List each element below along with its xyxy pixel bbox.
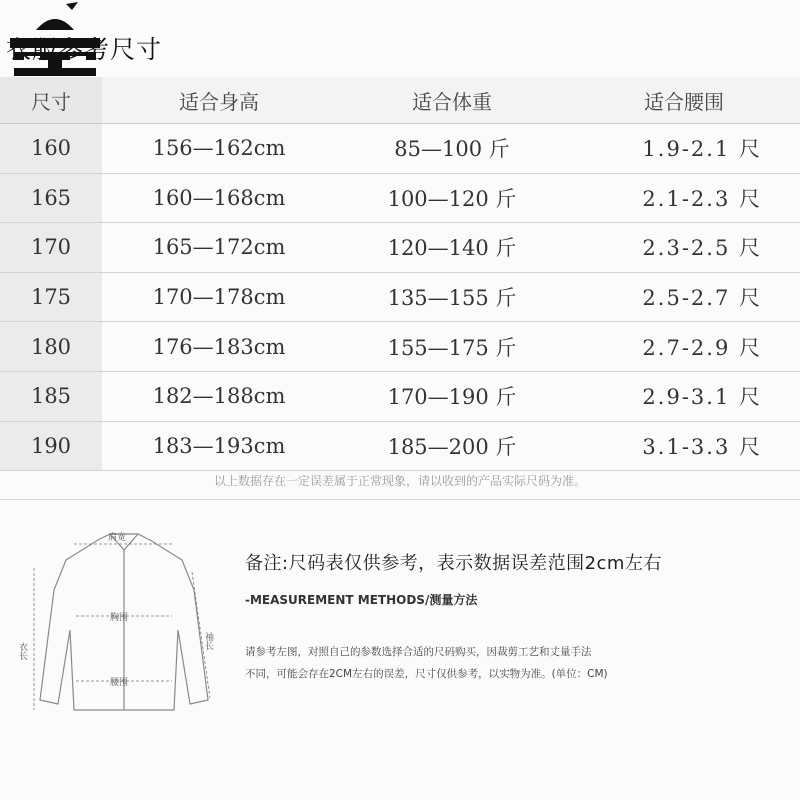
waist-cell: 2.3-2.5 尺 bbox=[642, 236, 762, 261]
waist-cell: 2.7-2.9 尺 bbox=[642, 335, 762, 360]
height-cell: 165—172cm bbox=[152, 235, 286, 260]
shirt-measurement-diagram bbox=[12, 520, 227, 730]
size-cell: 180 bbox=[0, 322, 102, 371]
waist-cell: 2.9-3.1 尺 bbox=[642, 385, 762, 410]
instruction-line: 不同，可能会存在2CM左右的误差，尺寸仅供参考，以实物为准。(单位：CM) bbox=[245, 668, 608, 680]
chest-label: 胸围 bbox=[110, 613, 129, 623]
size-cell: 185 bbox=[0, 372, 102, 421]
height-cell: 156—162cm bbox=[152, 136, 286, 161]
height-cell: 170—178cm bbox=[152, 285, 286, 310]
weight-cell: 100—120 斤 bbox=[387, 186, 517, 211]
length-label: 衣长 bbox=[17, 642, 27, 660]
height-cell: 183—193cm bbox=[152, 433, 286, 458]
weight-cell: 135—155 斤 bbox=[387, 286, 517, 311]
size-cell: 160 bbox=[0, 124, 102, 173]
height-cell: 182—188cm bbox=[152, 384, 286, 409]
weight-cell: 170—190 斤 bbox=[387, 385, 517, 410]
measurement-methods-title: -MEASUREMENT METHODS/测量方法 bbox=[245, 593, 478, 607]
table-header-row bbox=[0, 77, 800, 124]
shoulder-label: 肩宽 bbox=[108, 533, 127, 543]
instruction-line: 请参考左图，对照自己的参数选择合适的尺码购买，因裁剪工艺和丈量手法 bbox=[245, 646, 592, 658]
size-cell: 165 bbox=[0, 174, 102, 223]
height-cell: 176—183cm bbox=[152, 334, 286, 359]
waist-cell: 2.1-2.3 尺 bbox=[642, 186, 762, 211]
table-row bbox=[0, 273, 800, 323]
header-size: 尺寸 bbox=[0, 77, 102, 123]
page-title: 衣服参考尺寸 bbox=[6, 35, 163, 64]
size-cell: 170 bbox=[0, 223, 102, 272]
table-row bbox=[0, 174, 800, 224]
header-height: 适合身高 bbox=[179, 89, 259, 114]
table-note: 以上数据存在一定误差属于正常现象，请以收到的产品实际尺码为准。 bbox=[0, 464, 800, 500]
header-waist: 适合腰围 bbox=[644, 89, 724, 114]
weight-cell: 85—100 斤 bbox=[394, 137, 510, 162]
sleeve-label: 袖长 bbox=[203, 632, 213, 650]
waist-cell: 2.5-2.7 尺 bbox=[642, 286, 762, 311]
size-cell: 175 bbox=[0, 273, 102, 322]
table-row bbox=[0, 372, 800, 422]
size-cell: 190 bbox=[0, 422, 102, 471]
remark-text: 备注:尺码表仅供参考，表示数据误差范围2cm左右 bbox=[245, 553, 662, 574]
weight-cell: 155—175 斤 bbox=[387, 335, 517, 360]
waist-label: 腰围 bbox=[110, 678, 129, 688]
header-weight: 适合体重 bbox=[412, 89, 492, 114]
height-cell: 160—168cm bbox=[152, 185, 286, 210]
table-row bbox=[0, 124, 800, 174]
waist-cell: 1.9-2.1 尺 bbox=[642, 137, 762, 162]
table-row bbox=[0, 322, 800, 372]
size-table bbox=[0, 77, 800, 471]
weight-cell: 120—140 斤 bbox=[387, 236, 517, 261]
table-row bbox=[0, 223, 800, 273]
waist-cell: 3.1-3.3 尺 bbox=[642, 434, 762, 459]
weight-cell: 185—200 斤 bbox=[387, 434, 517, 459]
